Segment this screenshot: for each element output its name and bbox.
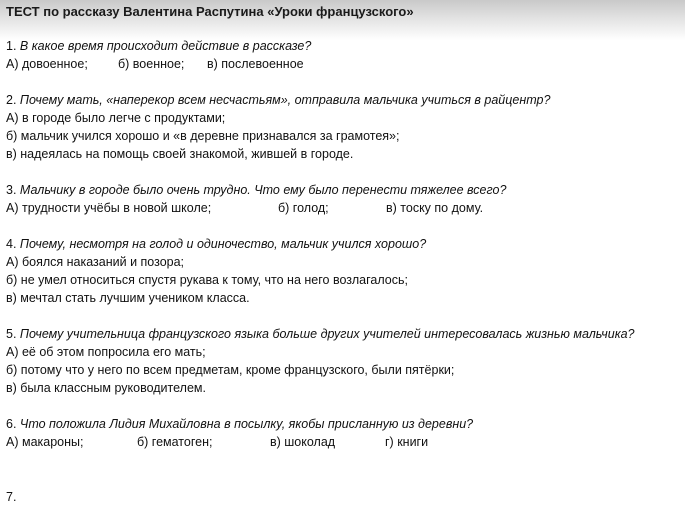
- answer-option: в) тоску по дому.: [386, 201, 484, 215]
- question-2-stem: [6, 91, 681, 109]
- answer-option: б) мальчик учился хорошо и «в деревне признавался за грамотея»;: [6, 129, 400, 143]
- answer-option: А) трудности учёбы в новой школе;: [6, 201, 212, 215]
- question-number: 3.: [6, 183, 17, 197]
- question-1-options: [6, 55, 681, 73]
- question-text: Мальчику в городе было очень трудно. Что ему было перенести тяжелее всего?: [19, 183, 507, 197]
- question-2: [6, 91, 681, 163]
- question-5-stem: [6, 325, 681, 343]
- answer-option: б) гематоген;: [137, 435, 213, 449]
- question-3: [6, 181, 681, 217]
- answer-option: в) была классным руководителем.: [6, 381, 206, 395]
- question-text: Почему учительница французского языка больше других учителей интересовалась жизнью мальчика?: [19, 327, 635, 341]
- question-4-stem: [6, 235, 681, 253]
- question-3-stem: [6, 181, 681, 199]
- question-text: Почему мать, «наперекор всем несчастьям», отправила мальчика учиться в райцентр?: [19, 93, 551, 107]
- question-1: [6, 37, 681, 73]
- answer-option: в) шоколад: [270, 435, 336, 449]
- question-1-stem: [6, 37, 681, 55]
- answer-option: А) её об этом попросила его мать;: [6, 345, 206, 359]
- answer-option: б) потому что у него по всем предметам, кроме французского, были пятёрки;: [6, 363, 455, 377]
- answer-option: б) голод;: [278, 201, 329, 215]
- answer-option: А) в городе было легче с продуктами;: [6, 111, 226, 125]
- question-number: 4.: [6, 237, 17, 251]
- question-text: В какое время происходит действие в рассказе?: [19, 39, 312, 53]
- answer-option: А) макароны;: [6, 435, 84, 449]
- question-number: 5.: [6, 327, 17, 341]
- next-question-cut-off: 7.: [6, 490, 17, 504]
- answer-option: б) военное;: [118, 57, 185, 71]
- answer-option: в) послевоенное: [207, 57, 304, 71]
- question-text: Что положила Лидия Михайловна в посылку, якобы присланную из деревни?: [19, 417, 474, 431]
- question-4: [6, 235, 681, 307]
- document-body: [6, 37, 681, 469]
- question-number: 1.: [6, 39, 17, 53]
- question-5: [6, 325, 681, 397]
- question-6-options: [6, 433, 681, 451]
- page-title: ТЕСТ по рассказу Валентина Распутина «Уроки французского»: [6, 4, 414, 19]
- answer-option: А) боялся наказаний и позора;: [6, 255, 185, 269]
- question-6: [6, 415, 681, 451]
- question-6-stem: [6, 415, 681, 433]
- answer-option: А) довоенное;: [6, 57, 88, 71]
- answer-option: г) книги: [385, 435, 429, 449]
- question-text: Почему, несмотря на голод и одиночество, мальчик учился хорошо?: [19, 237, 427, 251]
- question-number: 6.: [6, 417, 17, 431]
- question-3-options: [6, 199, 681, 217]
- answer-option: в) надеялась на помощь своей знакомой, жившей в городе.: [6, 147, 354, 161]
- answer-option: в) мечтал стать лучшим учеником класса.: [6, 291, 250, 305]
- question-number: 2.: [6, 93, 17, 107]
- answer-option: б) не умел относиться спустя рукава к тому, что на него возлагалось;: [6, 273, 408, 287]
